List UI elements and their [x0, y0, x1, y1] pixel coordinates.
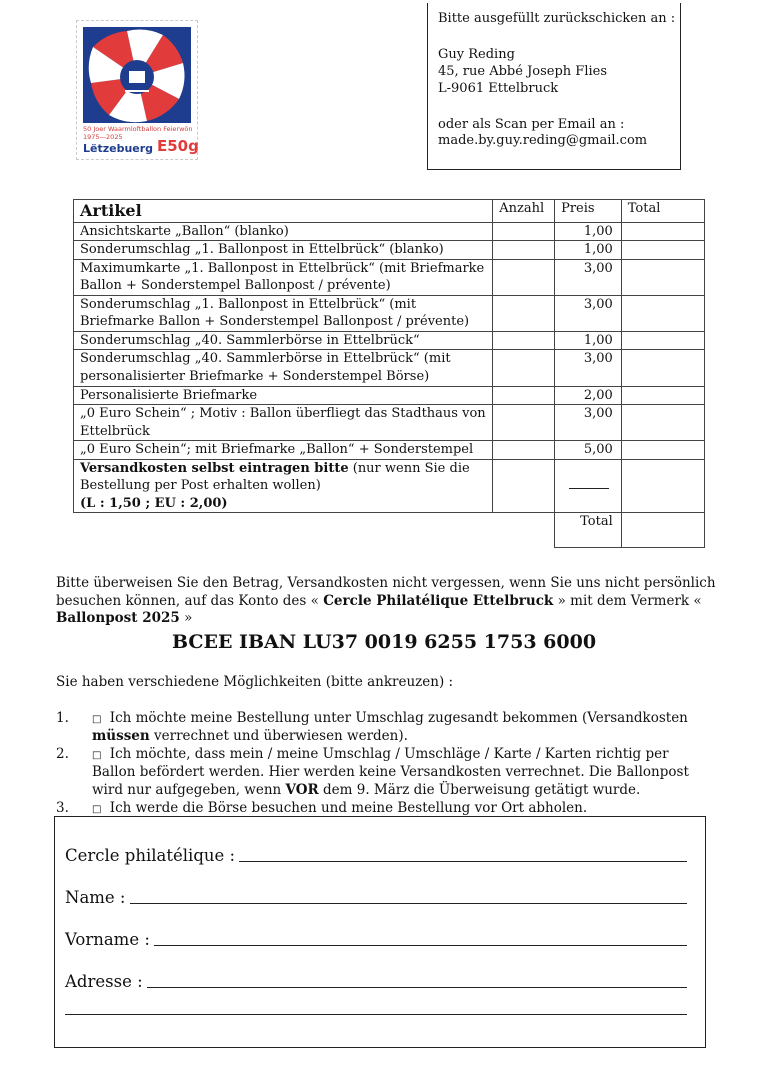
iban: BCEE IBAN LU37 0019 6255 1753 6000 [171, 631, 597, 653]
contact-form [54, 816, 706, 1048]
article-cell: Sonderumschlag „40. Sammlerbörse in Ettelbrück“ (mit personalisierter Briefmarke + Sonderstempel Börse) [74, 350, 493, 386]
email-address: made.by.guy.reding@gmail.com [438, 133, 648, 149]
total-cell[interactable] [621, 222, 704, 241]
shipping-price-cell[interactable] [555, 459, 622, 513]
shipping-cell [74, 459, 493, 513]
qty-cell[interactable] [493, 459, 555, 513]
order-table [73, 199, 705, 548]
price-cell: 3,00 [555, 259, 622, 295]
firstname-label: Vorname : [65, 930, 150, 949]
options-title: Sie haben verschiedene Möglichkeiten (bitte ankreuzen) : [56, 674, 454, 690]
table-row [74, 259, 705, 295]
total-cell[interactable] [621, 259, 704, 295]
stamp-value: E50g [157, 137, 199, 155]
club-label: Cercle philatélique : [65, 846, 236, 865]
transfer-text-2: » mit dem Vermerk « [553, 592, 702, 609]
qty-cell[interactable] [493, 222, 555, 241]
qty-cell[interactable] [493, 350, 555, 386]
price-cell: 1,00 [555, 331, 622, 350]
price-cell: 3,00 [555, 405, 622, 441]
total-cell[interactable] [621, 441, 704, 460]
option-number: 2. [56, 746, 69, 762]
article-cell: Personalisierte Briefmarke [74, 386, 493, 405]
option-text: □ Ich werde die Börse besuchen und meine Bestellung vor Ort abholen. [92, 800, 588, 816]
address-line[interactable] [147, 986, 687, 988]
checkbox-icon[interactable]: □ [92, 714, 102, 725]
total-cell[interactable] [621, 459, 704, 513]
return-address-box [427, 3, 681, 170]
total-cell[interactable] [621, 386, 704, 405]
header-article: Artikel [74, 200, 493, 223]
price-cell: 1,00 [555, 241, 622, 260]
price-cell: 5,00 [555, 441, 622, 460]
article-cell: Sonderumschlag „40. Sammlerbörse in Ettelbrück“ [74, 331, 493, 350]
transfer-instructions [56, 575, 726, 628]
stamp-country: Lëtzebuerg [83, 142, 154, 155]
option-number: 3. [56, 800, 69, 816]
article-cell: Ansichtskarte „Ballon“ (blanko) [74, 222, 493, 241]
table-row [74, 386, 705, 405]
total-cell[interactable] [621, 295, 704, 331]
address-city: L-9061 Ettelbruck [438, 80, 559, 96]
shipping-note: (nur wenn Sie die Bestellung per Post erhalten wollen) [80, 460, 470, 494]
price-cell: 1,00 [555, 222, 622, 241]
grand-total-cell[interactable] [621, 513, 704, 548]
price-cell: 3,00 [555, 295, 622, 331]
total-cell[interactable] [621, 241, 704, 260]
address-extra-line[interactable] [65, 1013, 687, 1015]
name-field[interactable] [65, 887, 687, 908]
stamp-caption: 50 Joer Waarmloftballon Feierwön [83, 125, 193, 133]
qty-cell[interactable] [493, 295, 555, 331]
article-cell: Maximumkarte „1. Ballonpost in Ettelbrück“ (mit Briefmarke Ballon + Sonderstempel Ballonpost / prévente) [74, 259, 493, 295]
qty-cell[interactable] [493, 386, 555, 405]
address-field[interactable] [65, 971, 687, 992]
header-qty: Anzahl [493, 200, 555, 223]
shipping-rates: (L : 1,50 ; EU : 2,00) [80, 495, 228, 511]
qty-cell[interactable] [493, 405, 555, 441]
article-cell: Sonderumschlag „1. Ballonpost in Ettelbrück“ (blanko) [74, 241, 493, 260]
header-price: Preis [555, 200, 622, 223]
article-cell: „0 Euro Schein“ ; Motiv : Ballon überfliegt das Stadthaus von Ettelbrück [74, 405, 493, 441]
firstname-line[interactable] [154, 944, 687, 946]
article-cell: Sonderumschlag „1. Ballonpost in Ettelbrück“ (mit Briefmarke Ballon + Sonderstempel Ballonpost / prévente) [74, 295, 493, 331]
total-cell[interactable] [621, 350, 704, 386]
option-text: □ Ich möchte meine Bestellung unter Umschlag zugesandt bekommen (Versandkosten müssen verrechnet und überwiesen werden). [92, 710, 688, 744]
header-total: Total [621, 200, 704, 223]
price-cell: 3,00 [555, 350, 622, 386]
checkbox-icon[interactable]: □ [92, 750, 102, 761]
article-cell: „0 Euro Schein“; mit Briefmarke „Ballon“ + Sonderstempel [74, 441, 493, 460]
club-field[interactable] [65, 845, 687, 866]
price-cell: 2,00 [555, 386, 622, 405]
address-street: 45, rue Abbé Joseph Flies [438, 63, 608, 79]
option-number: 1. [56, 710, 69, 726]
stamp-years: 1975—2025 [83, 133, 123, 141]
grand-total-label: Total [555, 513, 622, 548]
table-row [74, 405, 705, 441]
qty-cell[interactable] [493, 241, 555, 260]
total-cell[interactable] [621, 405, 704, 441]
qty-cell[interactable] [493, 259, 555, 295]
table-row [74, 222, 705, 241]
table-row [74, 350, 705, 386]
qty-cell[interactable] [493, 441, 555, 460]
total-cell[interactable] [621, 331, 704, 350]
address-extra-field[interactable] [65, 1013, 687, 1019]
option-text: □ Ich möchte, dass mein / meine Umschlag / Umschläge / Karte / Karten richtig per Ballon befördert werden. Hier werden keine Versandkosten verrechnet. Die Ballonpost wird nur aufgegeben, wenn VOR dem 9. März die Überweisung getätigt wurde. [92, 746, 689, 798]
club-name: Cercle Philatélique Ettelbruck [323, 592, 554, 609]
qty-cell[interactable] [493, 331, 555, 350]
transfer-text-1: Bitte überweisen Sie den Betrag, Versandkosten nicht vergessen, wenn Sie uns nicht persönlich besuchen können, auf das Konto des « [56, 575, 716, 609]
table-row [74, 331, 705, 350]
balloon-stamp-image [77, 21, 197, 125]
shipping-price-line [569, 488, 609, 489]
transfer-reference: Ballonpost 2025 [56, 610, 180, 627]
table-header-row [74, 200, 705, 223]
checkbox-icon[interactable]: □ [92, 804, 102, 815]
club-line[interactable] [239, 860, 687, 862]
shipping-row [74, 459, 705, 513]
address-label: Adresse : [65, 972, 143, 991]
name-line[interactable] [130, 902, 688, 904]
table-row [74, 441, 705, 460]
firstname-field[interactable] [65, 929, 687, 950]
option-1 [56, 710, 696, 746]
name-label: Name : [65, 888, 126, 907]
email-intro: oder als Scan per Email an : [438, 116, 625, 132]
table-row [74, 241, 705, 260]
shipping-instruction: Versandkosten selbst eintragen bitte [80, 460, 349, 476]
grand-total-row [74, 513, 705, 548]
table-row [74, 295, 705, 331]
balloon-stamp [76, 20, 198, 160]
address-name: Guy Reding [438, 46, 515, 62]
transfer-text-3: » [179, 610, 193, 627]
address-intro: Bitte ausgefüllt zurückschicken an : [438, 11, 676, 26]
option-2 [56, 746, 696, 800]
